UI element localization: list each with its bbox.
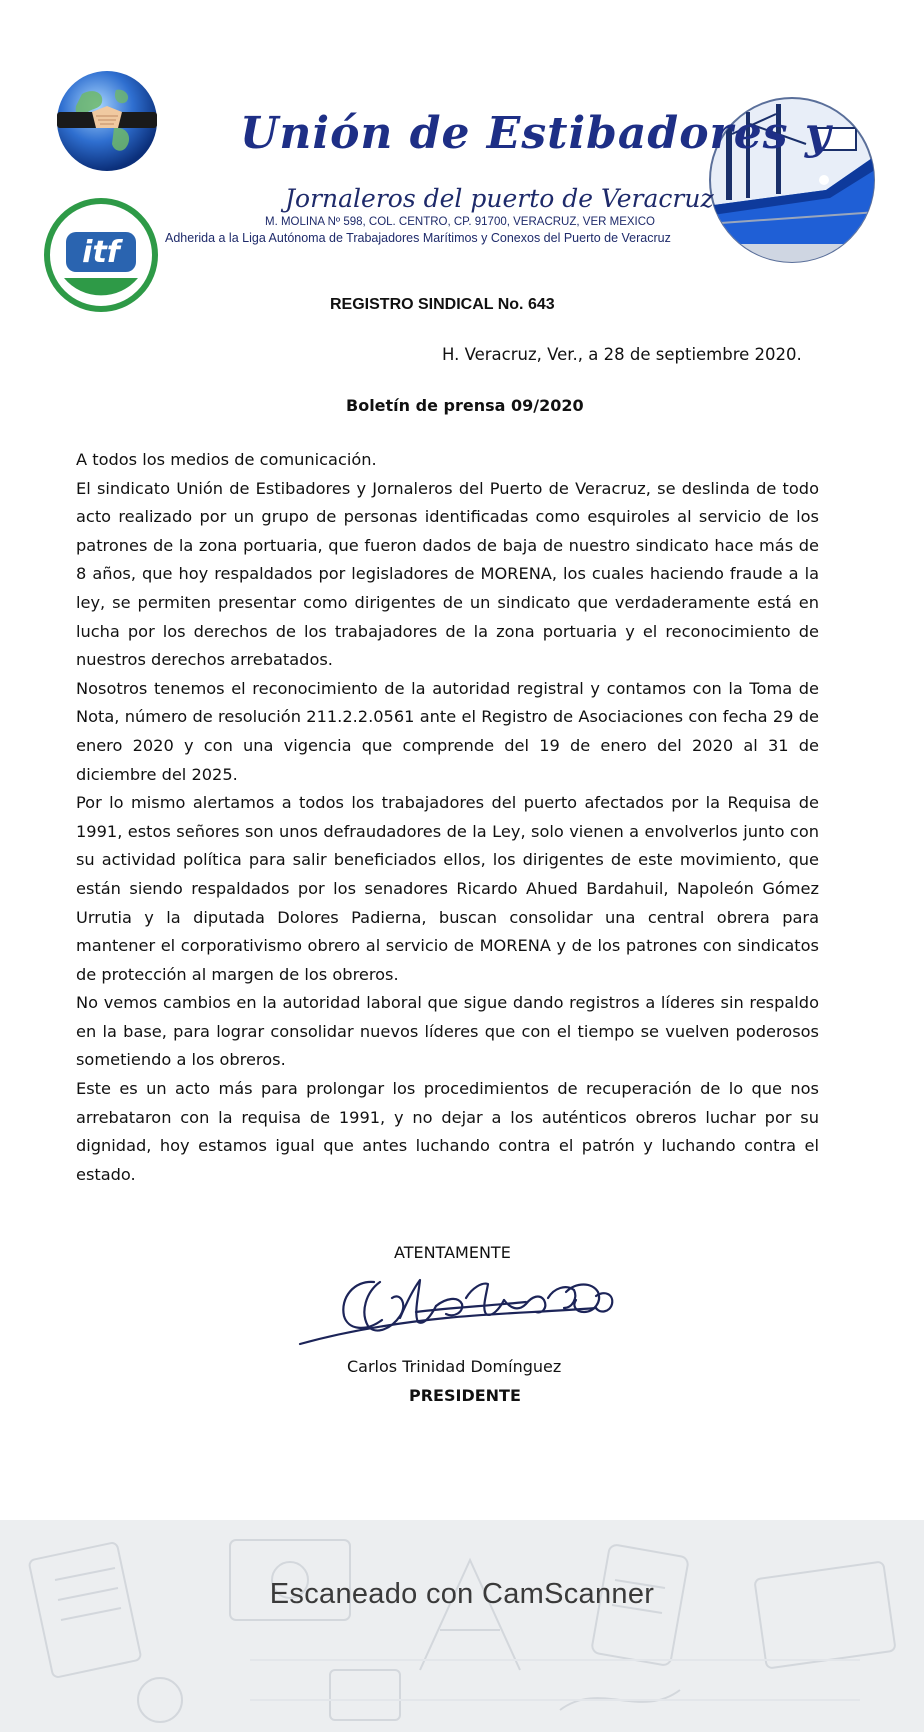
body-paragraph: Este es un acto más para prolongar los procedimientos de recuperación de lo que nos arrebataron con la requisa de 1991, y no dejar a los auténticos obreros luchar por su dignidad, hoy estamos igual que antes luchando contra el patrón y luchando contra el estado. <box>76 1079 819 1184</box>
itf-logo-text: itf <box>82 235 120 270</box>
closing: ATENTAMENTE <box>394 1243 511 1262</box>
globe-handshake-logo <box>52 66 162 176</box>
body-paragraph: Nosotros tenemos el reconocimiento de la autoridad registral y contamos con la Toma de Nota, número de resolución 211.2.2.0561 ante el Registro de Asociaciones con fecha 29 de enero 2020 y con una vigencia que comprende del 19 de enero del 2020 al 31 de diciembre del 2025. <box>76 678 819 784</box>
bulletin-title: Boletín de prensa 09/2020 <box>346 396 584 415</box>
body-paragraph: Por lo mismo alertamos a todos los trabajadores del puerto afectados por la Requisa de 1991, estos señores son unos defraudadores de la Ley, solo vienen a envolverlos junto con su actividad política para salir beneficiados ellos, los dirigentes de este movimiento, que están siendo respaldados por los senadores Ricardo Ahued Bardahuil, Napoleón Gómez Urrutia y la diputada Dolores Padierna, buscan consolidar una central obrera para mantener el corporativismo obrero al servicio de MORENA y de los patrones con sindicatos de protección al margen de los obreros. <box>76 793 819 984</box>
org-affiliation: Adherida a la Liga Autónoma de Trabajadores Marítimos y Conexos del Puerto de Veracruz <box>165 231 671 245</box>
itf-logo <box>44 198 158 312</box>
org-title: Unión de Estibadores y <box>240 108 832 159</box>
camscanner-footer <box>0 1520 924 1732</box>
org-address: M. MOLINA Nº 598, COL. CENTRO, CP. 91700, VERACRUZ, VER MEXICO <box>265 216 655 228</box>
body-paragraph: El sindicato Unión de Estibadores y Jornaleros del Puerto de Veracruz, se deslinda de todo acto realizado por un grupo de personas identificadas como esquiroles al servicio de los patrones de la zona portuaria, que fueron dados de baja de nuestro sindicato hace más de 8 años, que hoy respaldados por legisladores de MORENA, los cuales haciendo fraude a la ley, se permiten presentar como dirigentes de un sindicato que verdaderamente está en lucha por los derechos de los trabajadores de la zona portuaria y el reconocimiento de nuestros derechos arrebatados. <box>76 478 819 670</box>
footer-pattern <box>0 1520 924 1732</box>
signer-role: PRESIDENTE <box>409 1386 521 1405</box>
signature <box>296 1268 626 1352</box>
registro-sindical: REGISTRO SINDICAL No. 643 <box>330 296 555 313</box>
camscanner-label: Escaneado con CamScanner <box>269 1578 655 1610</box>
document-date: H. Veracruz, Ver., a 28 de septiembre 2020. <box>442 345 802 364</box>
body-paragraph: No vemos cambios en la autoridad laboral que sigue dando registros a líderes sin respaldo en la base, para lograr consolidar nuevos líderes que con el tiempo se vuelven poderosos sometiendo a los obreros. <box>76 993 819 1070</box>
org-subtitle: Jornaleros del puerto de Veracruz <box>285 184 714 213</box>
signer-name: Carlos Trinidad Domínguez <box>347 1357 562 1376</box>
document-body <box>76 446 819 1189</box>
greeting-paragraph: A todos los medios de comunicación. <box>76 450 377 469</box>
